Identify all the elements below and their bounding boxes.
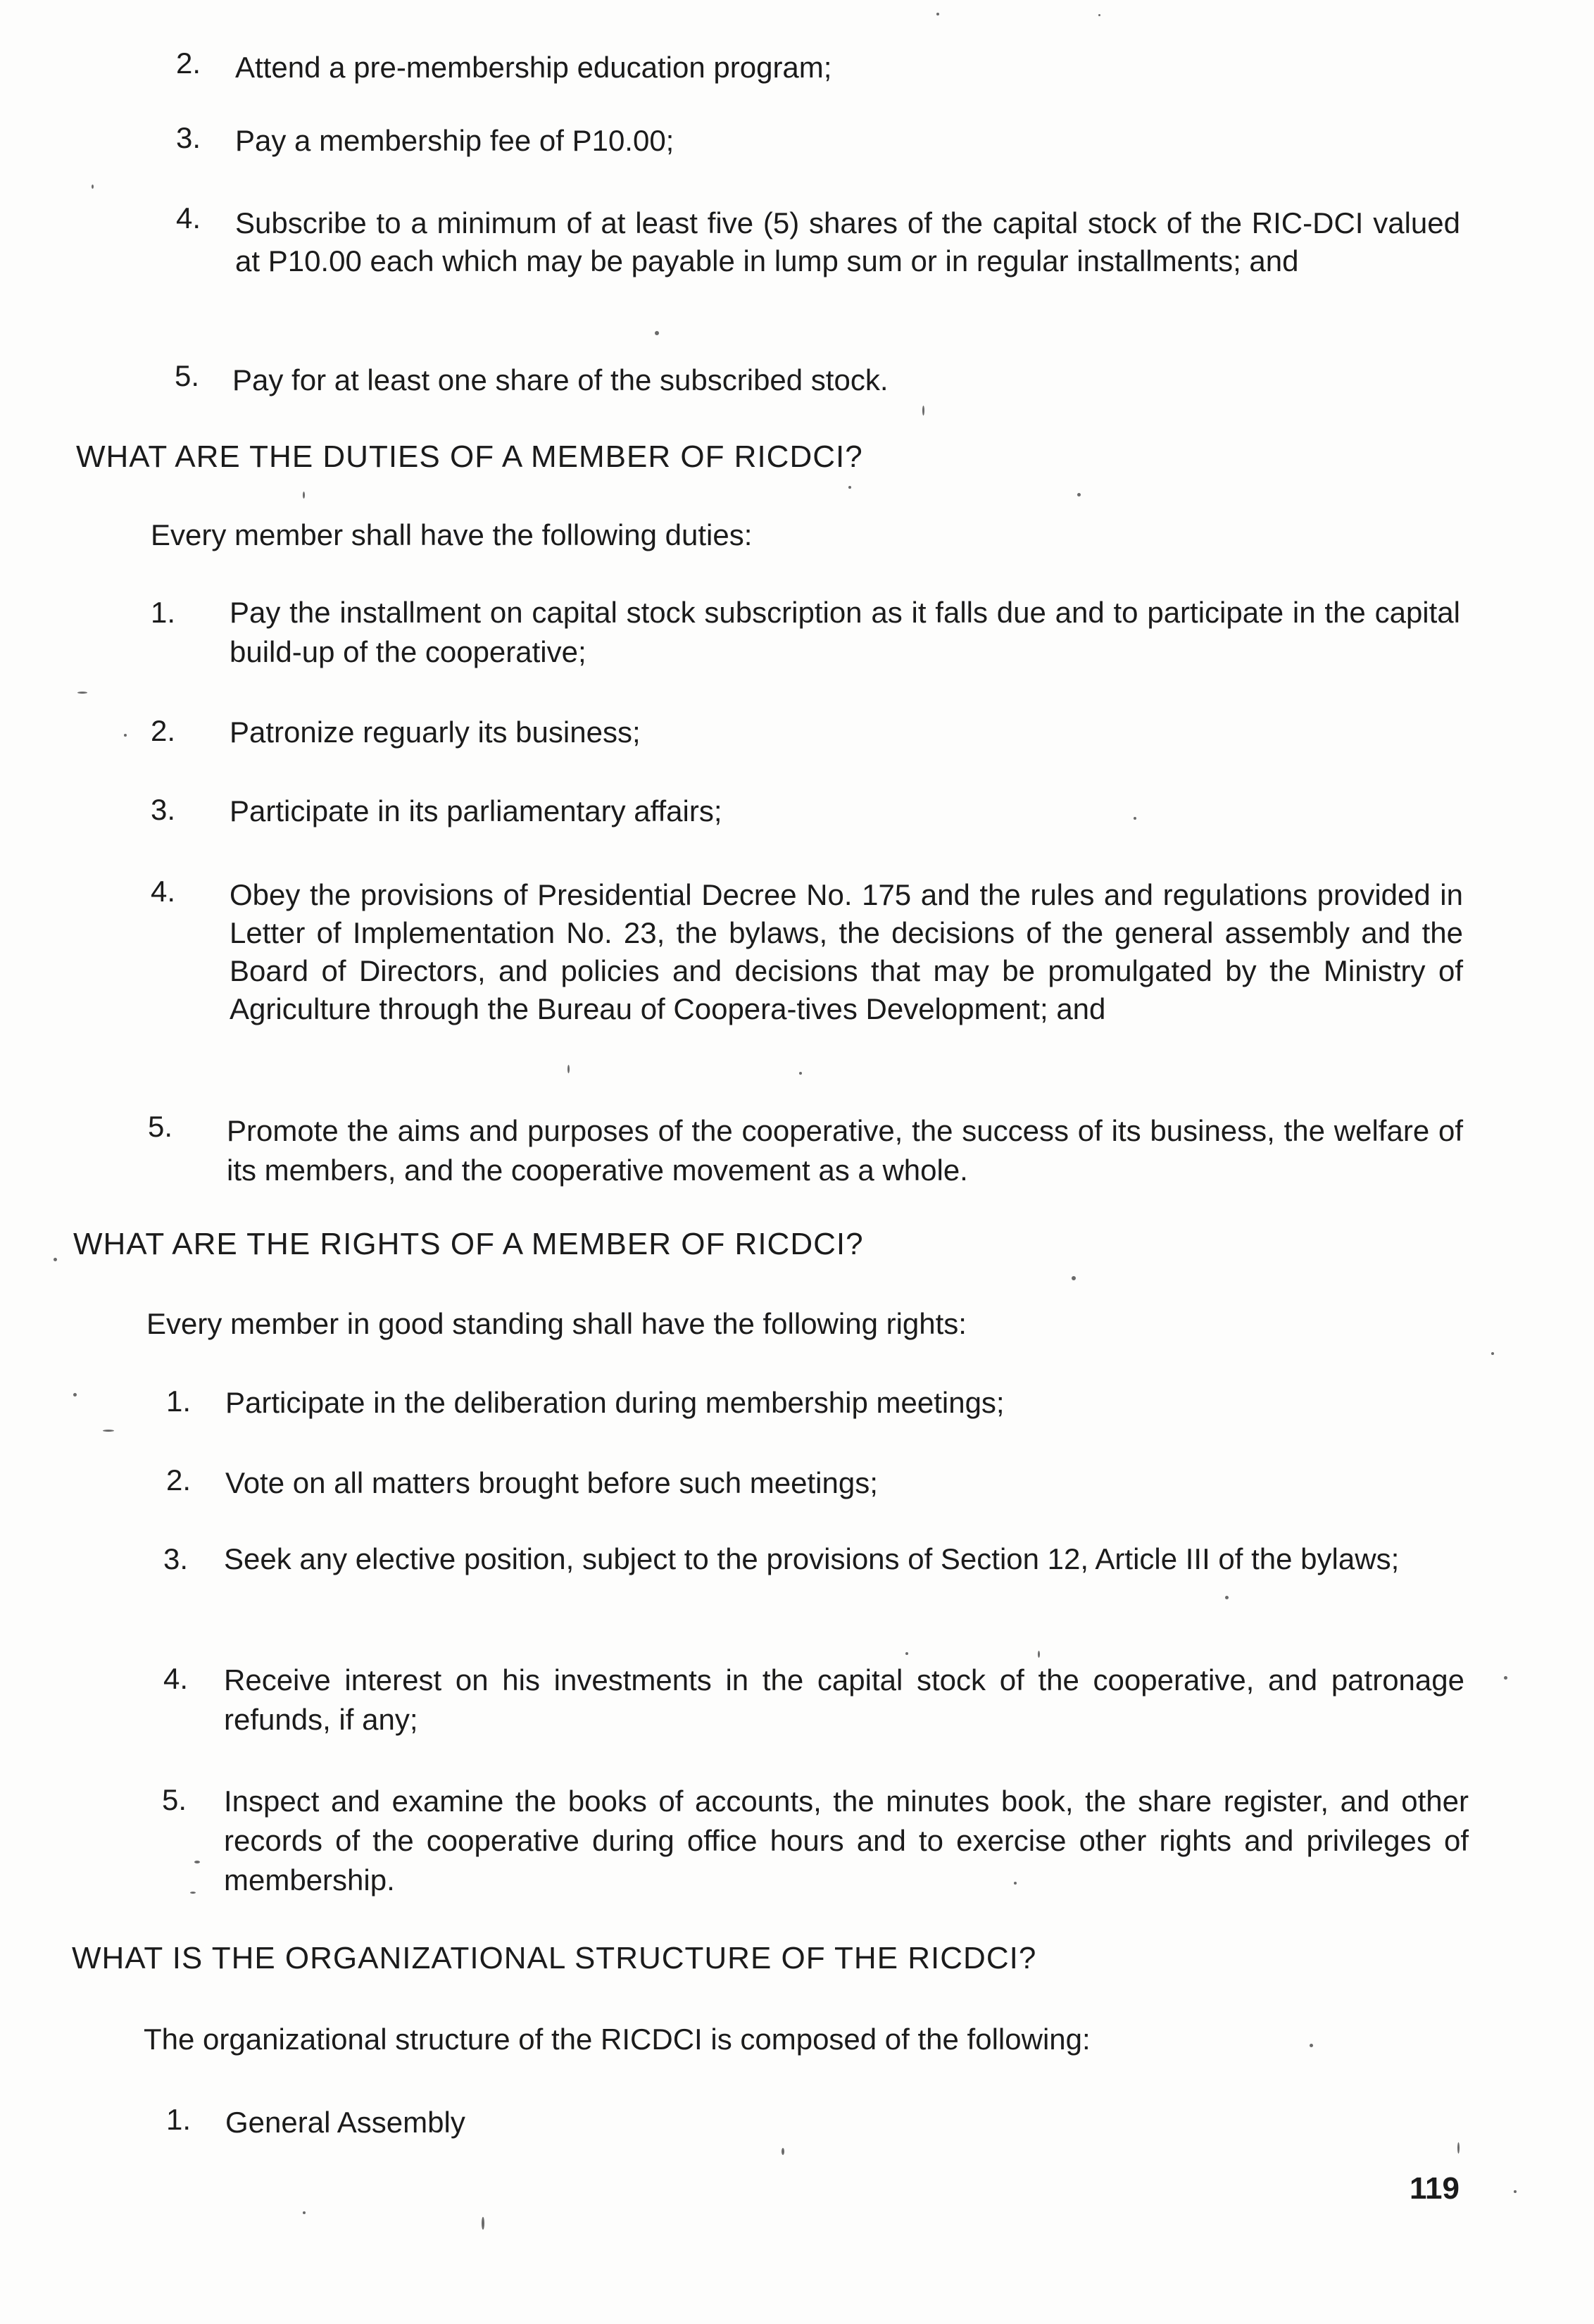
duty-number: 5. [148, 1110, 173, 1143]
duty-text: Patronize reguarly its business; [230, 716, 641, 749]
requirement-text: Pay a membership fee of P10.00; [235, 124, 674, 157]
rights-heading: WHAT ARE THE RIGHTS OF A MEMBER OF RICDCI? [73, 1227, 864, 1261]
right-number: 2. [166, 1463, 192, 1497]
page-number: 119 [1410, 2171, 1460, 2206]
right-text: Vote on all matters brought before such meetings; [225, 1466, 878, 1499]
structure-intro: The organizational structure of the RICDCI is composed of the following: [144, 2023, 1091, 2056]
duty-text: Promote the aims and purposes of the cooperative, the success of its business, the welfare of its members, and the cooperative movement as a whole. [227, 1114, 1463, 1187]
right-text: Seek any elective position, subject to the provisions of Section 12, Article III of the bylaws; [224, 1542, 1400, 1575]
right-number: 1. [166, 1385, 192, 1418]
rights-intro: Every member in good standing shall have the following rights: [146, 1307, 967, 1340]
right-number: 5. [162, 1783, 187, 1816]
right-number: 4. [163, 1662, 189, 1695]
requirement-number: 5. [175, 359, 200, 392]
right-text: Receive interest on his investments in the capital stock of the cooperative, and patronage refunds, if any; [224, 1663, 1464, 1736]
duties-intro: Every member shall have the following duties: [151, 518, 753, 551]
duty-text: Obey the provisions of Presidential Decree No. 175 and the rules and regulations provided in Letter of Implementation No. 23, the bylaws, the decisions of the general assembly and the Board of Directors, and policies and decisions that may be promulgated by the Ministry of Agriculture through the Bureau of Coopera-tives Development; and [230, 878, 1463, 1025]
duty-text: Pay the installment on capital stock subscription as it falls due and to participate in the capital build-up of the cooperative; [230, 596, 1460, 668]
structure-heading: WHAT IS THE ORGANIZATIONAL STRUCTURE OF THE RICDCI? [72, 1941, 1037, 1975]
right-text: Participate in the deliberation during membership meetings; [225, 1386, 1005, 1419]
requirement-text: Subscribe to a minimum of at least five (5) shares of the capital stock of the RIC-DCI valued at P10.00 each which may be payable in lump sum or in regular installments; and [235, 206, 1460, 277]
duty-text: Participate in its parliamentary affairs; [230, 794, 722, 827]
requirement-number: 3. [176, 121, 201, 154]
right-text: Inspect and examine the books of accounts, the minutes book, the share register, and other records of the cooperative during office hours and to exercise other rights and privileges of membership. [224, 1785, 1469, 1897]
duty-number: 1. [151, 596, 176, 629]
duty-number: 2. [151, 714, 176, 747]
requirement-number: 2. [176, 46, 201, 80]
structure-number: 1. [166, 2103, 192, 2136]
duty-number: 3. [151, 793, 176, 826]
right-number: 3. [163, 1542, 189, 1575]
requirement-text: Attend a pre-membership education program; [235, 51, 832, 84]
duties-heading: WHAT ARE THE DUTIES OF A MEMBER OF RICDCI? [76, 439, 863, 474]
requirement-text: Pay for at least one share of the subscribed stock. [232, 363, 889, 396]
requirement-number: 4. [176, 201, 201, 235]
structure-text: General Assembly [225, 2106, 465, 2139]
duty-number: 4. [151, 875, 176, 908]
